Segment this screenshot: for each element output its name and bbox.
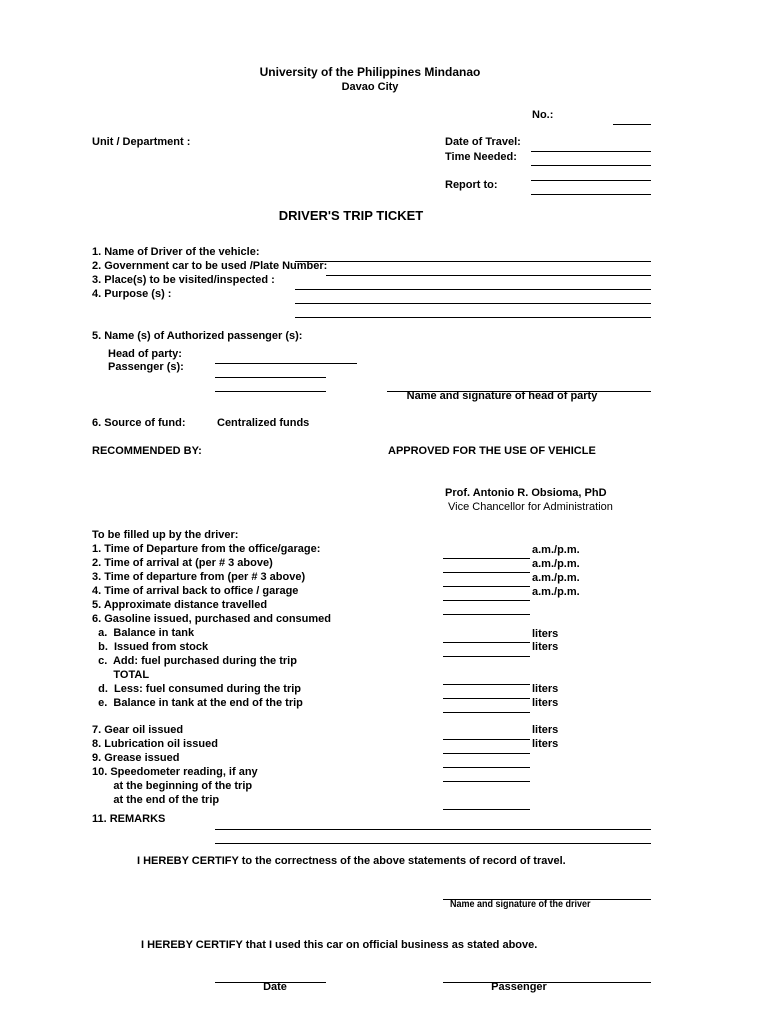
line-departure-from[interactable] [443, 586, 530, 587]
unit-liters-b: liters [532, 641, 559, 653]
unit-ampm-2: a.m./p.m. [532, 558, 580, 570]
unit-liters-7: liters [532, 724, 559, 736]
unit-liters-e: liters [532, 697, 559, 709]
row-fuel-consumed: d. Less: fuel consumed during the trip [92, 683, 302, 695]
line-issued-stock[interactable] [443, 656, 530, 657]
passengers-label: Passenger (s): [108, 361, 184, 373]
row-departure: 1. Time of Departure from the office/garage: [92, 543, 321, 555]
source-of-fund-label: 6. Source of fund: [92, 417, 186, 429]
line-grease[interactable] [443, 767, 530, 768]
passenger-line-1[interactable] [215, 377, 326, 378]
remarks-line-1[interactable] [215, 829, 651, 830]
row-issued-stock: b. Issued from stock [92, 641, 209, 653]
passenger-label: Passenger [491, 981, 547, 993]
government-car-line[interactable] [326, 275, 651, 276]
row-fuel-purchased: c. Add: fuel purchased during the trip [92, 655, 297, 667]
row-distance: 5. Approximate distance travelled [92, 599, 268, 611]
places-line[interactable] [295, 289, 651, 290]
driver-name-line[interactable] [295, 261, 651, 262]
row-speedo-end: at the end of the trip [92, 794, 220, 806]
driver-section-heading: To be filled up by the driver: [92, 529, 239, 541]
driver-signature-label: Name and signature of the driver [450, 899, 591, 910]
authorized-passengers-label: 5. Name (s) of Authorized passenger (s): [92, 330, 303, 342]
line-lubrication-oil[interactable] [443, 753, 530, 754]
row-arrival-back: 4. Time of arrival back to office / garage [92, 585, 299, 597]
row-balance-end: e. Balance in tank at the end of the trip [92, 697, 303, 709]
row-grease: 9. Grease issued [92, 752, 180, 764]
official-title: Vice Chancellor for Administration [448, 501, 613, 513]
date-of-travel-label: Date of Travel: [445, 136, 521, 148]
unit-ampm-4: a.m./p.m. [532, 586, 580, 598]
report-line-1[interactable] [531, 180, 651, 181]
university-name: University of the Philippines Mindanao [259, 65, 481, 79]
government-car-label: 2. Government car to be used /Plate Number: [92, 260, 328, 272]
passenger-line-2[interactable] [215, 391, 326, 392]
row-lubrication-oil: 8. Lubrication oil issued [92, 738, 218, 750]
line-departure[interactable] [443, 558, 530, 559]
official-name: Prof. Antonio R. Obsioma, PhD [445, 487, 607, 499]
unit-department-label: Unit / Department : [92, 136, 191, 148]
line-balance-tank[interactable] [443, 642, 530, 643]
head-of-party-label: Head of party: [108, 348, 182, 360]
line-arrival-back[interactable] [443, 600, 530, 601]
unit-liters-d: liters [532, 683, 559, 695]
line-fuel-consumed[interactable] [443, 698, 530, 699]
form-title: DRIVER'S TRIP TICKET [278, 208, 424, 223]
certify-statement-passenger: I HEREBY CERTIFY that I used this car on official business as stated above. [141, 939, 538, 951]
row-balance-tank: a. Balance in tank [92, 627, 195, 639]
approved-label: APPROVED FOR THE USE OF VEHICLE [388, 445, 596, 457]
row-departure-from: 3. Time of departure from (per # 3 above) [92, 571, 306, 583]
line-distance[interactable] [443, 614, 530, 615]
unit-ampm-3: a.m./p.m. [532, 572, 580, 584]
remarks-line-2[interactable] [215, 843, 651, 844]
driver-name-label: 1. Name of Driver of the vehicle: [92, 246, 260, 258]
places-label: 3. Place(s) to be visited/inspected : [92, 274, 275, 286]
purpose-line-1[interactable] [295, 303, 651, 304]
remarks-label: 11. REMARKS [92, 813, 166, 825]
source-of-fund-value: Centralized funds [217, 417, 310, 429]
line-gear-oil[interactable] [443, 739, 530, 740]
line-total[interactable] [443, 684, 530, 685]
certify-statement-driver: I HEREBY CERTIFY to the correctness of the above statements of record of travel. [137, 855, 566, 867]
no-label: No.: [532, 109, 554, 121]
recommended-by-label: RECOMMENDED BY: [92, 445, 202, 457]
time-needed-line[interactable] [531, 165, 651, 166]
purpose-label: 4. Purpose (s) : [92, 288, 172, 300]
head-signature-label: Name and signature of head of party [406, 390, 598, 402]
unit-liters-a: liters [532, 628, 559, 640]
line-arrival[interactable] [443, 572, 530, 573]
date-label: Date [263, 981, 287, 993]
city-name: Davao City [341, 81, 399, 93]
row-gasoline: 6. Gasoline issued, purchased and consumed [92, 613, 332, 625]
unit-liters-8: liters [532, 738, 559, 750]
head-of-party-line[interactable] [215, 363, 357, 364]
line-balance-end[interactable] [443, 712, 530, 713]
row-total: TOTAL [92, 669, 150, 681]
row-gear-oil: 7. Gear oil issued [92, 724, 184, 736]
unit-ampm-1: a.m./p.m. [532, 544, 580, 556]
row-arrival: 2. Time of arrival at (per # 3 above) [92, 557, 273, 569]
no-line[interactable] [613, 124, 651, 125]
row-speedo-begin: at the beginning of the trip [92, 780, 253, 792]
row-speedometer: 10. Speedometer reading, if any [92, 766, 258, 778]
time-needed-label: Time Needed: [445, 151, 517, 163]
report-to-label: Report to: [445, 179, 498, 191]
line-speedo-begin[interactable] [443, 781, 530, 782]
purpose-line-2[interactable] [295, 317, 651, 318]
line-speedo-end[interactable] [443, 809, 530, 810]
date-of-travel-line[interactable] [531, 151, 651, 152]
report-line-2[interactable] [531, 194, 651, 195]
